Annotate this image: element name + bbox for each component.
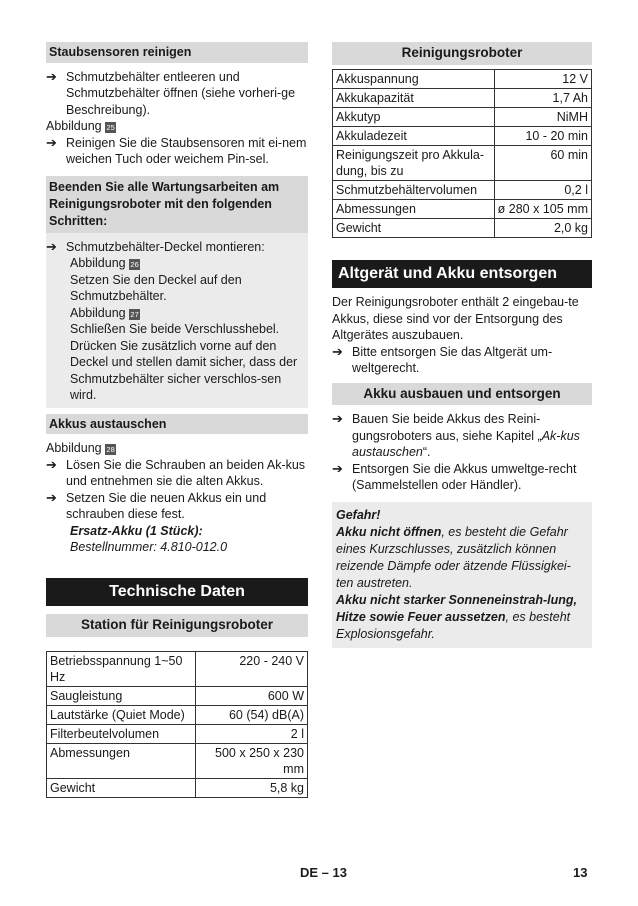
maintenance-finish-box (46, 176, 308, 408)
spec-row (47, 778, 308, 797)
spec-label: Reinigungszeit pro Akkula-dung, bis zu (333, 145, 495, 180)
chapter-reference: Ak-kus austauschen (352, 428, 580, 459)
remove-battery-heading: Akku ausbauen und entsorgen (332, 383, 592, 406)
step (46, 69, 308, 119)
arrow-icon: ➔ (46, 134, 57, 150)
warning-title: Gefahr! (336, 507, 381, 522)
footer-page-number: 13 (573, 865, 588, 880)
figure-number-badge: 27 (130, 309, 139, 319)
spec-value: NiMH (494, 107, 591, 126)
spec-value: 0,2 l (494, 180, 591, 199)
spec-value: 500 x 250 x 230 mm (196, 743, 308, 778)
step (332, 461, 592, 494)
arrow-icon: ➔ (46, 456, 57, 472)
arrow-icon: ➔ (332, 411, 343, 426)
spec-label: Filterbeutelvolumen (47, 724, 196, 743)
instruction-text: Schließen Sie beide Verschlusshebel. Drücken Sie zusätzlich vorne auf den Deckel und stellen damit sicher, dass der Schmutzbehälter sicher verschlos-sen wird. (70, 322, 298, 402)
figure-number-badge: 28 (106, 445, 115, 454)
spec-row (333, 218, 592, 237)
order-number: Bestellnummer: 4.810-012.0 (70, 540, 228, 554)
spec-row (47, 724, 308, 743)
spec-label: Akkuladezeit (333, 126, 495, 145)
robot-spec-table (332, 69, 592, 238)
spec-label: Gewicht (47, 778, 196, 797)
step (46, 457, 308, 490)
step-text: Reinigen Sie die Staubsensoren mit ei-nem weichen Tuch oder weichem Pin-sel. (66, 135, 307, 166)
spec-label: Akkuspannung (333, 69, 495, 88)
spec-row (333, 88, 592, 107)
step-text: Setzen Sie die neuen Akkus ein und schrauben diese fest. (66, 490, 267, 521)
danger-warning-box (332, 502, 592, 648)
spec-value: 2 l (196, 724, 308, 743)
spec-row (47, 686, 308, 705)
warning-text-1: Akku nicht öffnen, es besteht die Gefahr eines Kurzschlusses, zusätzlich können reizende Dämpfe oder ätzende Flüssigkei-ten austreten. (336, 524, 571, 590)
footer-page-label: DE – 13 (300, 865, 347, 880)
section-title-finish-maintenance: Beenden Sie alle Wartungsarbeiten am Reinigungsroboter mit den folgenden Schritten: (46, 176, 308, 233)
figure-ref: Abbildung 27 (70, 305, 139, 320)
spec-value: 60 min (494, 145, 591, 180)
spec-value: 220 - 240 V (196, 651, 308, 686)
technical-data-heading: Technische Daten (46, 578, 308, 607)
spec-label: Abmessungen (333, 199, 495, 218)
section-title-replace-batteries: Akkus austauschen (46, 414, 308, 435)
figure-ref: Abbildung 26 (70, 256, 139, 270)
arrow-icon: ➔ (332, 460, 343, 476)
arrow-icon: ➔ (46, 489, 57, 505)
spec-label: Akkukapazität (333, 88, 495, 107)
station-spec-table (46, 651, 308, 798)
step-text: Bitte entsorgen Sie das Altgerät um-weltgerecht. (352, 344, 553, 375)
spec-row (333, 107, 592, 126)
figure-number-badge: 25 (106, 123, 115, 132)
spec-value: 5,8 kg (196, 778, 308, 797)
spec-value: 2,0 kg (494, 218, 591, 237)
arrow-icon: ➔ (46, 68, 57, 84)
spec-label: Akkutyp (333, 107, 495, 126)
step-text: Schmutzbehälter-Deckel montieren: (66, 239, 265, 254)
spec-row (47, 743, 308, 778)
arrow-icon: ➔ (332, 343, 343, 359)
spec-label: Abmessungen (47, 743, 196, 778)
step-text: Lösen Sie die Schrauben an beiden Ak-kus und entnehmen sie die alten Akkus. (66, 457, 306, 488)
spec-label: Lautstärke (Quiet Mode) (47, 705, 196, 724)
spec-value: 60 (54) dB(A) (196, 705, 308, 724)
spec-value: 600 W (196, 686, 308, 705)
step (46, 490, 308, 523)
section-title-dust-sensors: Staubsensoren reinigen (46, 42, 308, 63)
step (332, 411, 592, 461)
warning-text-2: Akku nicht starker Sonneneinstrah-lung, Hitze sowie Feuer aussetzen, es besteht Explosionsgefahr. (336, 592, 578, 641)
spec-row (47, 651, 308, 686)
spec-row (333, 180, 592, 199)
step (46, 239, 308, 256)
instruction-text: Setzen Sie den Deckel auf den Schmutzbehälter. (70, 272, 242, 303)
step-text: Schmutzbehälter entleeren und Schmutzbehälter öffnen (siehe vorheri-ge Beschreibung). (66, 69, 296, 117)
spec-row (333, 199, 592, 218)
step (46, 135, 308, 168)
spec-row (333, 126, 592, 145)
disposal-heading: Altgerät und Akku entsorgen (332, 260, 592, 289)
figure-number-badge: 26 (130, 260, 139, 269)
station-heading: Station für Reinigungsroboter (46, 614, 308, 637)
disposal-text: Der Reinigungsroboter enthält 2 eingebau-te Akkus, diese sind vor der Entsorgung des Altgerätes auszubauen. (332, 295, 579, 342)
step-text: Entsorgen Sie die Akkus umweltge-recht (Sammelstellen oder Händler). (352, 461, 577, 492)
step-text: Bauen Sie beide Akkus des Reini-gungsroboters aus, siehe Kapitel „Ak-kus austauschen“. (352, 412, 580, 459)
spec-row (333, 69, 592, 88)
spec-value: 12 V (494, 69, 591, 88)
robot-heading: Reinigungsroboter (332, 42, 592, 65)
left-column (46, 42, 308, 798)
spec-label: Gewicht (333, 218, 495, 237)
right-column (332, 42, 592, 648)
spec-label: Betriebsspannung 1~50 Hz (47, 651, 196, 686)
arrow-icon: ➔ (46, 238, 57, 254)
spec-value: 10 - 20 min (494, 126, 591, 145)
figure-ref: Abbildung 25 (46, 119, 115, 133)
spare-battery-label: Ersatz-Akku (1 Stück): (70, 523, 203, 538)
spec-row (333, 145, 592, 180)
step (332, 344, 592, 377)
figure-ref: Abbildung 28 (46, 441, 115, 455)
spec-value: ø 280 x 105 mm (494, 199, 591, 218)
spec-label: Schmutzbehältervolumen (333, 180, 495, 199)
spec-value: 1,7 Ah (494, 88, 591, 107)
spec-row (47, 705, 308, 724)
spec-label: Saugleistung (47, 686, 196, 705)
